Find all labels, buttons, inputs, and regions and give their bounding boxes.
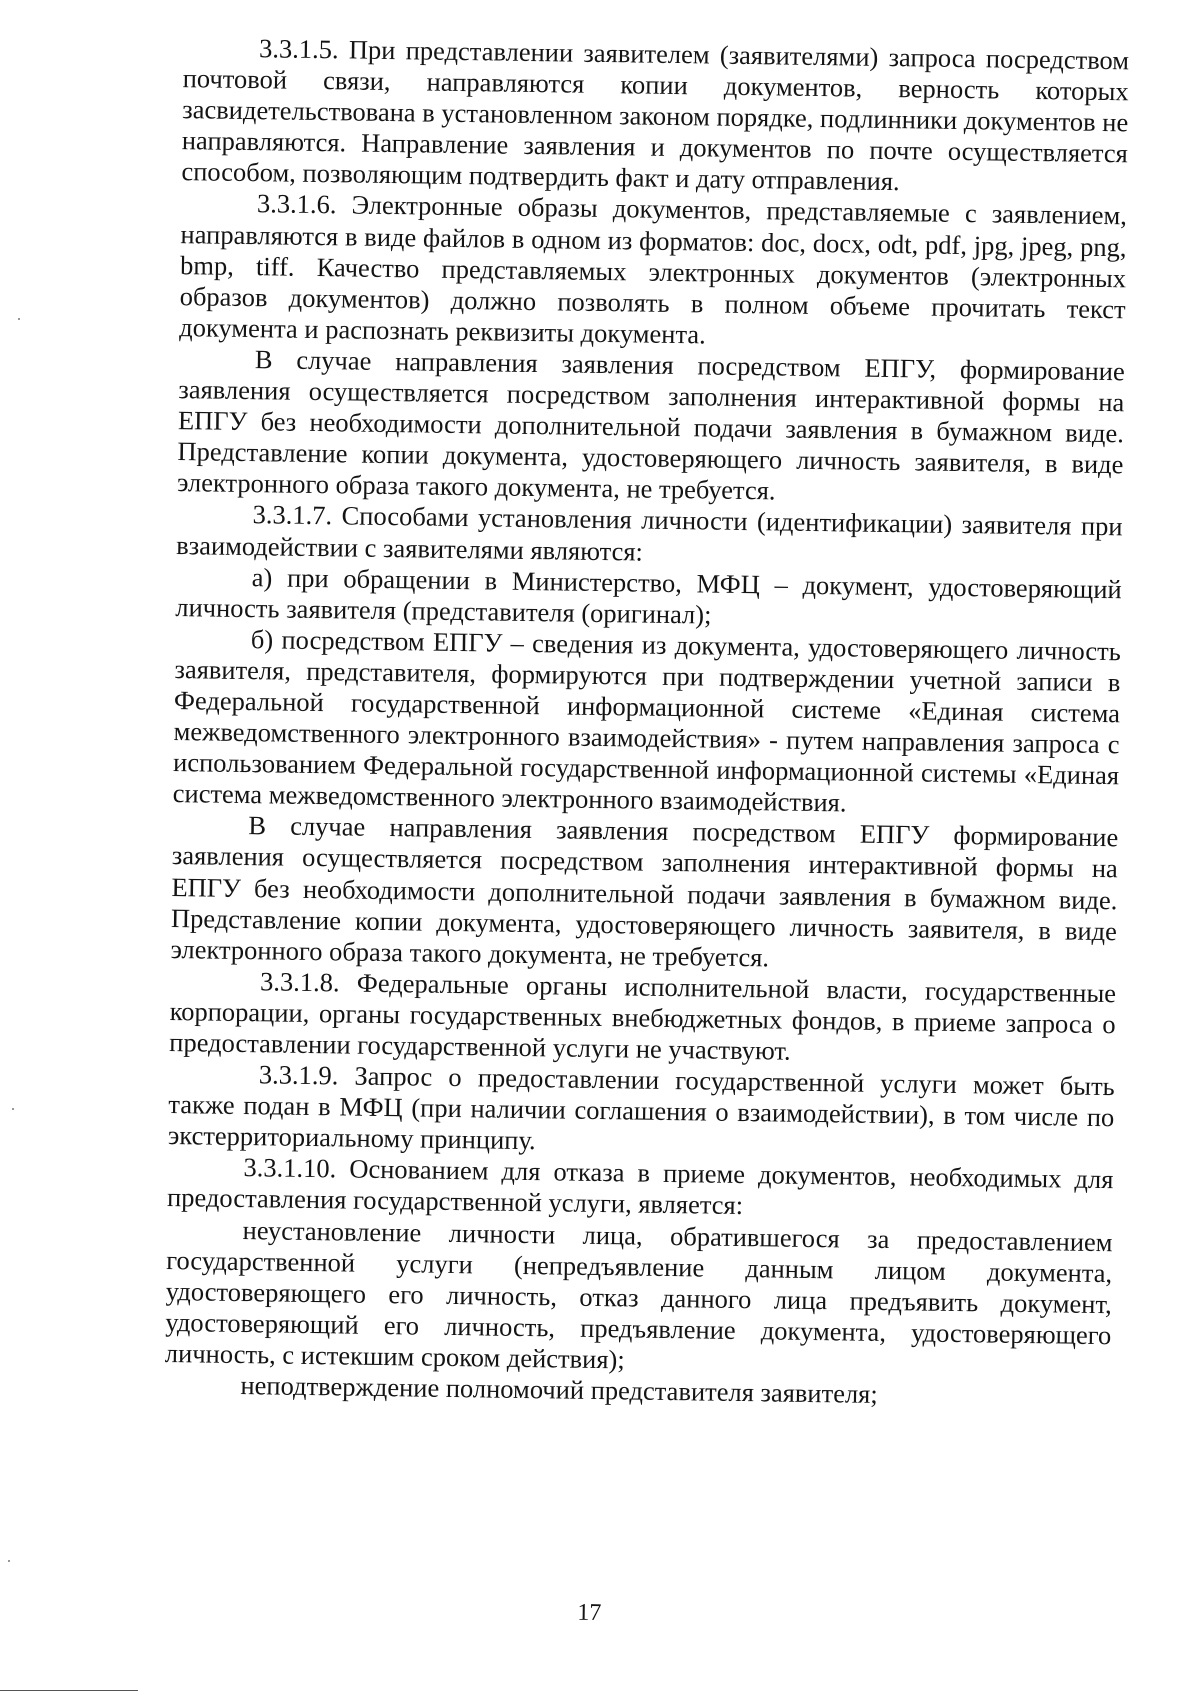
paragraph-3-3-1-7: 3.3.1.7. Способами установления личности (идентификации) заявителя при взаимодействии с заявителями являются:: [176, 499, 1123, 567]
paragraph-3-3-1-9: 3.3.1.9. Запрос о предоставлении государственной услуги может быть также подан в МФЦ (при наличии соглашения о взаимодействии), в том числе по экстерриториальному принципу.: [167, 1059, 1115, 1156]
paragraph-item-b: б) посредством ЕПГУ – сведения из документа, удостоверяющего личность заявителя, представителя, формируются при подтверждении учетной записи в Федеральной государственной информационной системе «Единая система межведомственного электронного взаимодействия» - путем направления запроса с использованием Федеральной государственной информационной системы «Единая система межведомственного электронного взаимодействия.: [172, 623, 1122, 818]
paragraph-epgu-submission: В случае направления заявления посредством ЕПГУ, формирование заявления осуществляется посредством заполнения интерактивной формы на ЕПГУ без необходимости дополнительной подачи заявления в бумажном виде. Представление копии документа, удостоверяющего личность заявителя, в виде электронного образа такого документа, не требуется.: [176, 344, 1125, 506]
document-body: [164, 32, 1129, 1413]
paragraph-3-3-1-6: 3.3.1.6. Электронные образы документов, представляемые с заявлением, направляются в виде файлов в одном из форматов: doc, docx, odt, pdf, jpg, jpeg, png, bmp, tiff. Качество представляемых электронных документов (электронных образов документов) должно позволять в полном объеме прочитать текст документа и распознать реквизиты документа.: [179, 188, 1128, 350]
paragraph-epgu-submission-repeat: В случае направления заявления посредством ЕПГУ формирование заявления осуществляется посредством заполнения интерактивной формы на ЕПГУ без необходимости дополнительной подачи заявления в бумажном виде. Представление копии документа, удостоверяющего личность заявителя, в виде электронного образа такого документа, не требуется.: [170, 810, 1119, 973]
paragraph-3-3-1-10: 3.3.1.10. Основанием для отказа в приеме документов, необходимых для предоставления государственной услуги, является:: [166, 1152, 1114, 1221]
paragraph-item-a: а) при обращении в Министерство, МФЦ – документ, удостоверяющий личность заявителя (представителя (оригинал);: [175, 561, 1122, 630]
scan-speck: [12, 1108, 14, 1110]
paragraph-refusal-ground-authority: неподтверждение полномочий представителя заявителя;: [240, 1370, 878, 1409]
page-number: 17: [577, 1599, 602, 1627]
scan-edge-line: [0, 1690, 138, 1691]
paragraph-3-3-1-8: 3.3.1.8. Федеральные органы исполнительной власти, государственные корпорации, органы государственных внебюджетных фондов, в приеме запроса о предоставлении государственной услуги не участвуют.: [169, 966, 1117, 1066]
paragraph-3-3-1-5: 3.3.1.5. При представлении заявителем (заявителями) запроса посредством почтовой связи, направляются копии документов, верность которых засвидетельствована в установленном законом порядке, подлинники документов не направляются. Направление заявления и документов по почте осуществляется способом, позволяющим подтвердить факт и дату отправления.: [181, 33, 1130, 197]
paragraph-refusal-ground-identity: неустановление личности лица, обратившегося за предоставлением государственной услуги (непредъявление данным лицом документа, удостоверяющего его личность, отказ данного лица предъявить документ, удостоверяющий его личность, предъявление документа, удостоверяющего личность, с истекшим сроком действия);: [164, 1214, 1113, 1375]
scan-speck: [18, 318, 20, 320]
scan-speck: [8, 1560, 10, 1562]
